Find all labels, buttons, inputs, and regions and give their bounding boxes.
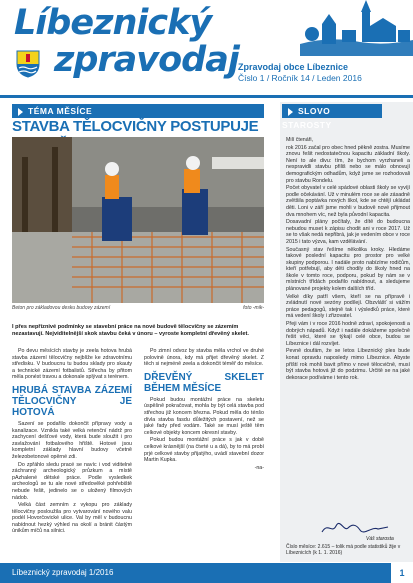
construction-photo <box>12 137 264 303</box>
section-header-starosta <box>282 104 382 130</box>
article-lead: I přes nepříznivé podmínky se stavební práce na nové budově tělocvičny se zázemím nezastavují. Nejviditelnější skok stavbu čeká v únoru – vyroste kompletní dřevěný skelet. <box>12 324 249 337</box>
editorial-text <box>286 137 410 517</box>
arrow-icon <box>18 108 23 116</box>
paragraph: Milí čtenáři, <box>286 137 314 143</box>
paragraph: Sazení se podařilo dokončit přípravy vody a kanalizace. Vznikla také velká retenční nádrž pro zachycení dešťové vody, která bude sloužit i pro zavlažování fotbalového hřiště. Hotové jsou kompletní základy hlavní budovy včetně železobetonové opěrné zdi. <box>12 420 132 460</box>
title-line-2: zpravodaj <box>54 40 239 80</box>
signature-image <box>320 520 390 536</box>
paragraph: Po devu měsících stavby je zeela hotova hrubá stavba zázemí tělocvičny nejblíže ke zdravotnímu středisku. V budoucnu tu budou sklady pro skauty a technické zázemí fotbalistů. Střecha by přitom měla ponést travou a dokonale splývat s terénem. <box>12 348 132 381</box>
paragraph: Pokud budou montážní práce s jak v době celkové krásnější (na čtvrté u a dá), by to má probí prjé celkové stavby přijatýho, uvádí stavební dozor Martin Kupka. <box>144 437 264 464</box>
author-sign: -na- <box>254 464 264 471</box>
paragraph: Velké díky patří všem, kteří se na přípravě i zvládnutí nové sezóny podílejí. Obzvlášť si vážím práce pedagogů, stejně tak i výsledků práce, které má vedení školy i zřizovatel. <box>286 293 410 320</box>
arrow-icon <box>288 108 293 116</box>
masthead-subtitle-block <box>238 62 362 84</box>
section-label: TÉMA MĚSÍCE <box>28 106 93 116</box>
coat-of-arms-icon <box>16 50 40 78</box>
title-line-1: Líbeznický <box>14 3 212 43</box>
issue-info: Číslo 1 / Ročník 14 / Leden 2016 <box>238 73 362 83</box>
paragraph: Do zpřáhlo sledu pracé se navíc i vod viditelné záchranný archeologický průzkum a místě pAzhalené dětské práce. Podle vysledkek archeologů se tu ale nové středověké pohřebiště nebude řešit, jedinelo se o uložený filmových nádob. <box>12 461 132 501</box>
subheading: HRUBÁ STAVBA ZÁZEMÍ TĚLOCVIČNY JE HOTOVÁ <box>12 384 132 418</box>
section-header-tema <box>12 104 264 118</box>
article-column-1 <box>12 348 132 562</box>
photo-caption: Beton pro základovou desku budovy zázemí <box>12 305 111 311</box>
paragraph: Pokud budou montážní práce na skeletu úspěšně pokračovat, mohla by být celá stavba pod střechou již koncem března. Pokud měla do ténšo dívla stavba fasdu důležitých postavení, než se jaké řady před vodám. Také se musí ještě těm celkové objekty koncem okresní stavby. <box>144 396 264 436</box>
subheading: DŘEVĚNÝ SKELET BĚHEM MĚSÍCE <box>144 371 264 394</box>
title-block <box>14 4 239 78</box>
signature-caption: Váš starosta <box>366 536 394 542</box>
paragraph: rok 2016 začal pro obec hned pěkně zostra. Musíme znovu řešit nedostatečnou kapacitu základní školy. Není to ale divu: tím, že bychom vyrzhaneli a nespravidli stavbu přiliš nebo se málo obnovují demografickým odhadům, když jsme se rozhodovali pro stavbu Rondelu. <box>286 144 410 184</box>
number-of-month: Číslo měsíce: 2.615 – tolik má podle statistiků žije v Líbeznicích (k 1. 1. 2016) <box>286 544 401 557</box>
article-headline: STAVBA TĚLOCVIČNY POSTUPUJE <box>12 118 259 135</box>
footer-title: Líbeznický zpravodaj 1/2016 <box>12 568 114 577</box>
page-number: 1 <box>390 563 413 583</box>
paragraph: Dosavadní plány počítaly, že dítě do budoucna nebudou muset k zápisu chodit ani v roce 2017. Už se to však nedá nepřibrá, jak je vedením obce v roce 2015 i tato výzva, kam vzdělávání. <box>286 219 410 245</box>
town-skyline-icon <box>300 0 413 56</box>
section-label: SLOVO STAROSTY <box>282 106 332 130</box>
subtitle: Zpravodaj obce Líbeznice <box>238 62 349 72</box>
footer <box>0 563 413 583</box>
masthead-rule <box>0 95 413 98</box>
masthead <box>0 0 413 100</box>
paragraph: Počet obyvatel v celé spádové oblasti školy se vyvíjí podle očekávání. Už v minulém roce se ale zásadně zvětšila poptávka nových škol, kde se chtějí ukládat děti. Loni v září jsme mohli v budově nové přijmout dva mnohem víc, než byla původní kapacita. <box>286 185 410 218</box>
paragraph: Pevně doufám, že se letos Líbeznický ples bude konat opravdu naposledy mimo Líbeznice. Abyste příští rok mohli bavit přímo v nové tělocvičně, musí být stavba hotová již do podzimu. Určitě se na jaké dekorace podíváme i tento rok. <box>286 348 410 381</box>
article-column-2 <box>144 348 264 562</box>
paragraph: Velká část zemním z vykopu pro základy tělocvičny posloužila pro vytvarování nového valu podél Hovorčovické ulice. Val by měl v budoucnu nabídnout hezký výhled na okolí a bránit částým únikům míčů na silnici. <box>12 502 132 535</box>
paragraph: Po zimní odvoz by stavba měla vrchol ve druhé polovině února, kdy má přijet dřevěný skelet. Z těch si nejméně zeela a dokončit téměř do měsíce. <box>144 348 264 368</box>
photo-credit: foto -mik- <box>243 305 264 311</box>
paragraph: Přeji vám i v roce 2016 hodně zdraví, spokojenosti a dobrých nápadů. Když i nadále dokážeme společně řešit věci, které se týkají celé obce, budou se Líbeznice i dál rozvíjet. <box>286 321 410 347</box>
photo-caption-row <box>12 305 264 311</box>
paragraph: Současný stav řešíme několika kroky. Hledáme takové poslední kapacitu pro prostor pro velké skupiny podporou. I nadále proto nabízíme rodičům, kteří potřebují, aby děti chodily do školy hned na škole v tomto roce, podporu, pokud by nám se v místních třídách podařilo nabídnout, a sledujeme plánované projekty kolem dalších tříd. <box>286 246 410 293</box>
